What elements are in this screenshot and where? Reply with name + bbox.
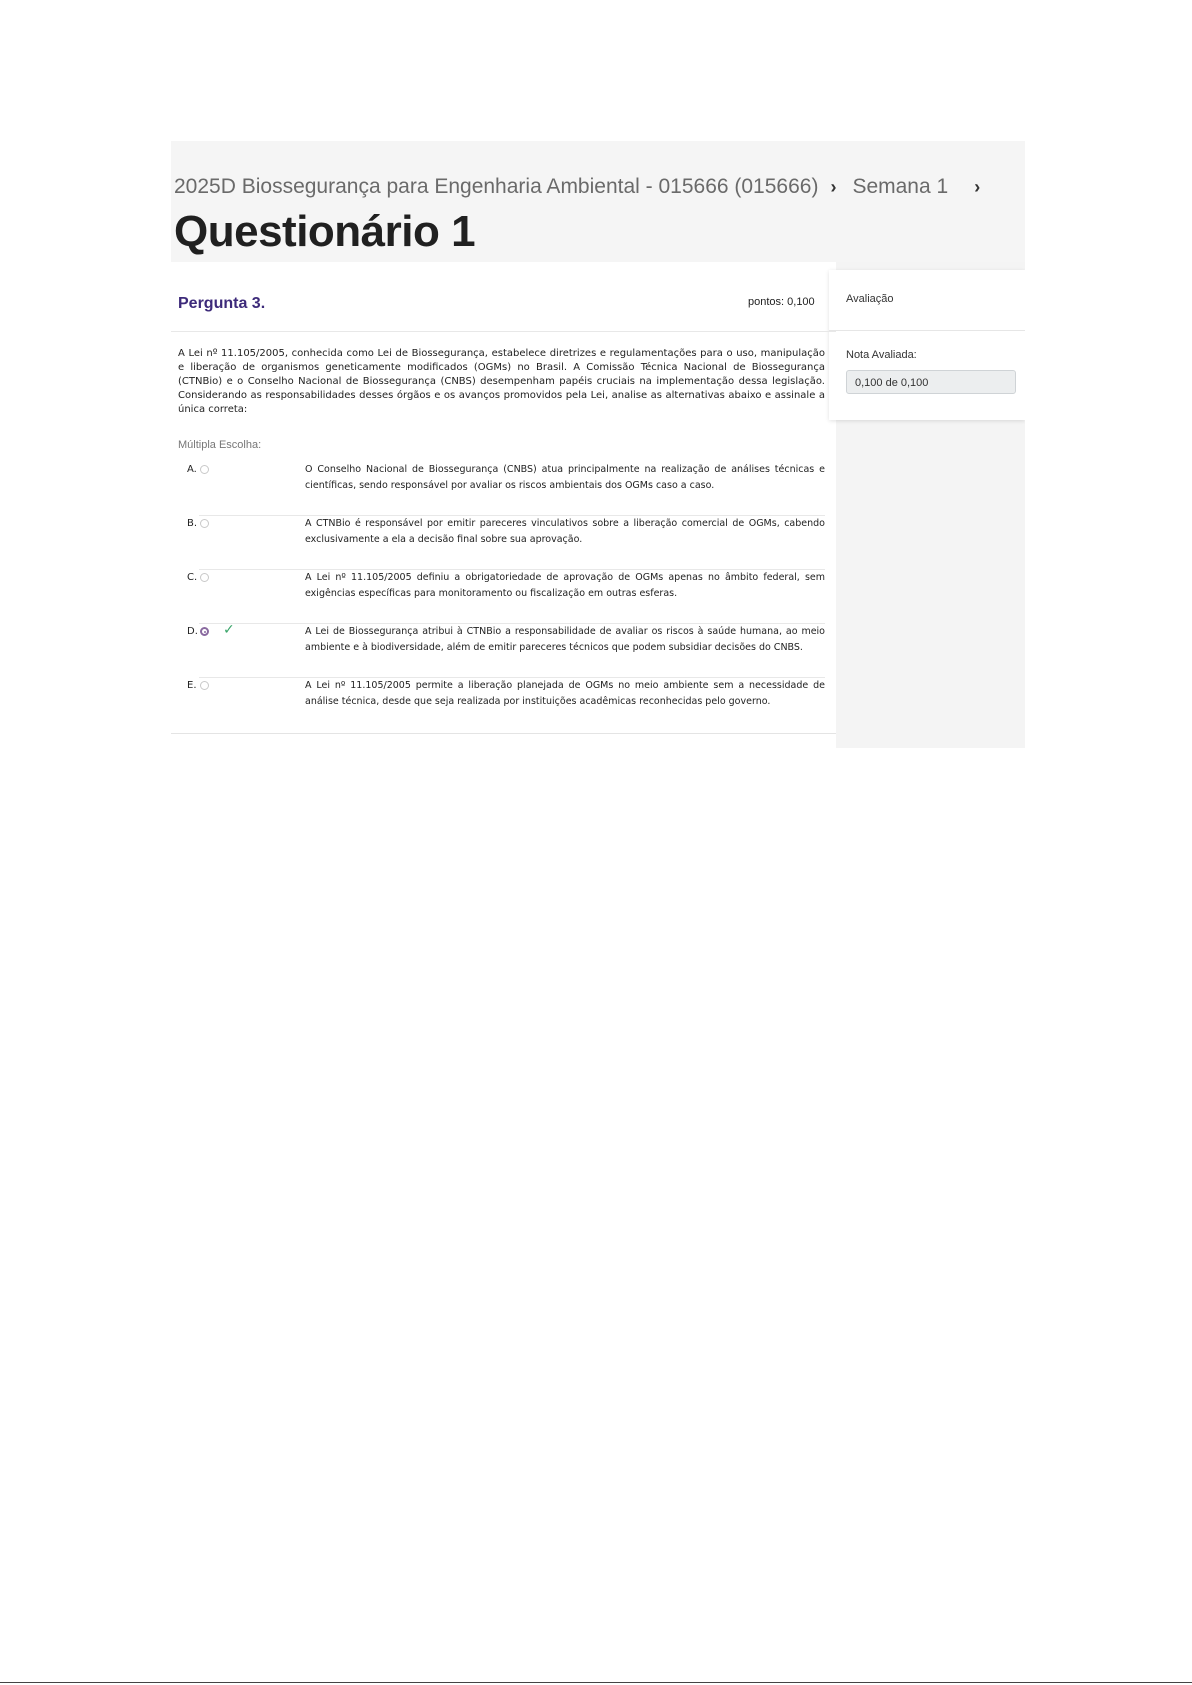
option-text: A Lei nº 11.105/2005 definiu a obrigatoriedade de aprovação de OGMs apenas no âmbito federal, sem exigências específicas para monitoramento ou fiscalização em outras esferas. bbox=[305, 572, 825, 599]
answer-option-c[interactable] bbox=[171, 570, 836, 624]
assessment-title: Avaliação bbox=[846, 293, 894, 305]
question-points: pontos: 0,100 bbox=[748, 296, 815, 308]
breadcrumb-week-link[interactable]: Semana 1 bbox=[852, 175, 949, 198]
option-text: A Lei nº 11.105/2005 permite a liberação planejada de OGMs no meio ambiente sem a necessidade de análise técnica, desde que seja realizada por instituições acadêmicas reconhecidas pelo governo. bbox=[305, 680, 825, 707]
option-text: A CTNBio é responsável por emitir pareceres vinculativos sobre a liberação comercial de OGMs, cabendo exclusivamente a ela a decisão final sobre sua aprovação. bbox=[305, 518, 825, 545]
breadcrumb bbox=[174, 175, 996, 199]
screenshot-region bbox=[171, 141, 1025, 748]
answer-option-a[interactable] bbox=[171, 462, 836, 516]
radio-button[interactable] bbox=[200, 681, 209, 690]
breadcrumb-course-link[interactable]: 2025D Biossegurança para Engenharia Ambiental - 015666 (015666) bbox=[174, 175, 819, 198]
assessment-card bbox=[829, 270, 1025, 420]
checkmark-icon: ✓ bbox=[223, 621, 235, 637]
radio-button-selected[interactable] bbox=[200, 627, 209, 636]
answer-option-d[interactable] bbox=[171, 621, 836, 678]
grade-value-field: 0,100 de 0,100 bbox=[846, 370, 1016, 394]
radio-button[interactable] bbox=[200, 573, 209, 582]
option-letter: B. bbox=[187, 518, 198, 529]
option-letter: E. bbox=[187, 680, 197, 691]
chevron-right-icon: › bbox=[974, 176, 981, 197]
radio-button[interactable] bbox=[200, 519, 209, 528]
page-bottom-rule bbox=[0, 1682, 1192, 1683]
chevron-right-icon: › bbox=[830, 176, 837, 197]
option-letter: A. bbox=[187, 464, 197, 475]
page-header bbox=[171, 141, 1025, 262]
question-divider bbox=[171, 331, 836, 332]
option-letter: C. bbox=[187, 572, 198, 583]
page-title: Questionário 1 bbox=[174, 207, 476, 256]
question-bottom-divider bbox=[171, 733, 836, 734]
option-text: A Lei de Biossegurança atribui à CTNBio a responsabilidade de avaliar os riscos à saúde humana, ao meio ambiente e à biodiversidade, além de emitir pareceres técnicos que podem subsidiar decisões do CNBS. bbox=[305, 626, 825, 653]
option-text: O Conselho Nacional de Biossegurança (CNBS) atua principalmente na realização de análises técnicas e científicas, sendo responsável por avaliar os riscos ambientais dos OGMs caso a caso. bbox=[305, 464, 825, 491]
grade-label: Nota Avaliada: bbox=[846, 349, 917, 361]
question-title: Pergunta 3. bbox=[178, 295, 266, 312]
answer-option-e[interactable] bbox=[171, 678, 836, 732]
assessment-divider bbox=[829, 330, 1025, 331]
question-stem: A Lei nº 11.105/2005, conhecida como Lei de Biossegurança, estabelece diretrizes e regulamentações para o uso, manipulação e liberação de organismos geneticamente modificados (OGMs) no Brasil. A Comissão Técnica Nacional de Biossegurança (CTNBio) e o Conselho Nacional de Biossegurança (CNBS) desempenham papéis cruciais na implementação dessa legislação. Considerando as responsabilidades desses órgãos e os avanços promovidos pela Lei, analise as alternativas abaixo e assinale a única correta: bbox=[178, 348, 825, 415]
option-letter: D. bbox=[187, 626, 198, 637]
radio-button[interactable] bbox=[200, 465, 209, 474]
question-type-label: Múltipla Escolha: bbox=[178, 439, 262, 451]
answer-option-b[interactable] bbox=[171, 516, 836, 570]
